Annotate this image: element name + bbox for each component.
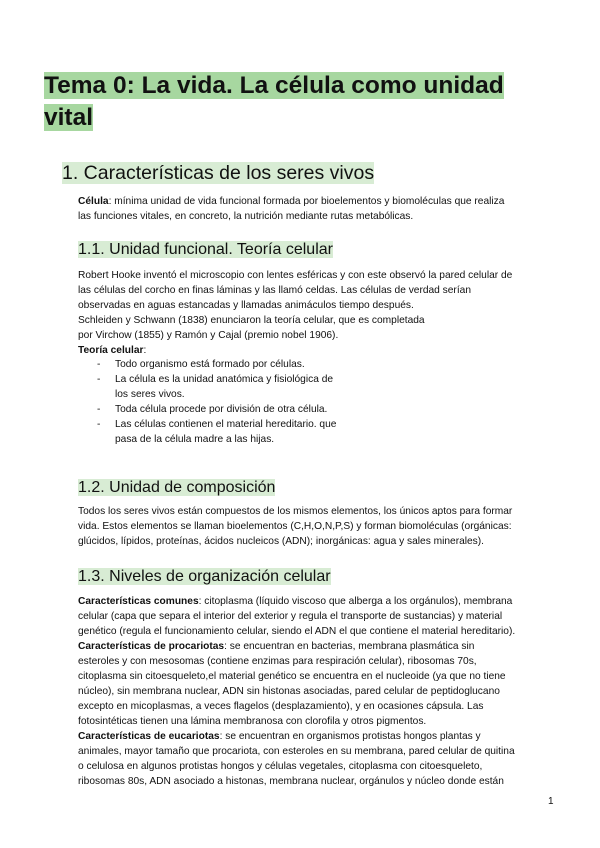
celula-definition: Célula: mínima unidad de vida funcional formada por bioelementos y biomoléculas que realiza las funciones vitales, en concreto, la nutrición mediante rutas metabólicas. bbox=[78, 196, 505, 222]
list-item: - Todo organismo está formado por células. bbox=[78, 357, 345, 372]
composicion-paragraph: Todos los seres vivos están compuestos de los mismos elementos, los únicos aptos para formar vida. Estos elementos se llaman bioelementos (C,H,O,N,P,S) y forman biomoléculas (orgánicas: glúcidos, lípidos, proteínas, ácidos nucleicos (ADN); inorgánicas: agua y sales minerales). bbox=[78, 506, 513, 547]
section-1-3-heading: 1.3. Niveles de organización celular bbox=[78, 568, 331, 585]
section-1-1-heading: 1.1. Unidad funcional. Teoría celular bbox=[78, 241, 333, 258]
comunes-label: Características comunes bbox=[78, 596, 199, 607]
list-item: - La célula es la unidad anatómica y fisiológica de los seres vivos. bbox=[78, 372, 345, 402]
list-item: - Las células contienen el material hereditario. que pasa de la célula madre a las hijas. bbox=[78, 417, 345, 447]
page-number: 1 bbox=[548, 796, 554, 807]
celula-term: Célula bbox=[78, 196, 109, 207]
niveles-paragraph: Características comunes: citoplasma (líquido viscoso que alberga a los orgánulos), membrana celular (capa que separa el interior del exterior y regula el transporte de sustancias) y material genético (regula el funcionamiento celular, siendo el ADN el que contiene el material hereditario). Características de procariotas: se encuentran en bacterias, membrana plasmática sin esteroles y con mesosomas (contiene enzimas para respiración celular), ribosomas 70s, citoplasma sin citoesqueleto,el material genético se encuentra en el nucleoide (ya que no tiene núcleo), sin membrana nuclear, ADN sin histonas asociadas, pared celular de peptidoglucano excepto en micoplasmas, a veces flagelos (desplazamiento), y en ocasiones cápsula. Las fotosintéticas tienen una lámina membranosa con clorofila y otros pigmentos. Características de eucariotas: se encuentran en organismos protistas hongos plantas y animales, mayor tamaño que procariota, con esteroles en su membrana, pared celular de quitina o celulosa en algunos protistas hongos y células vegetales, citoplasma con citoesqueleto, ribosomas 80s, ADN asociado a histonas, membrana nuclear, orgánulos y núcleo donde están bbox=[78, 596, 516, 787]
section-1-2-heading: 1.2. Unidad de composición bbox=[78, 479, 276, 496]
hooke-paragraph: Robert Hooke inventó el microscopio con lentes esféricas y con este observó la pared celular de las células del corcho en finas láminas y las llamó celdas. Las células de verdad serían observadas en aguas estancadas y llamadas animáculos tiempo después. Schleiden y Schwann (1838) enunciaron la teoría celular, que es completada por Virchow (1855) y Ramón y Cajal (premio nobel 1906). Teoría celular: bbox=[78, 270, 513, 356]
page-title: Tema 0: La vida. La célula como unidad vital bbox=[44, 72, 504, 131]
section-1-heading: 1. Características de los seres vivos bbox=[62, 162, 375, 184]
teoria-celular-label: Teoría celular bbox=[78, 345, 144, 356]
teoria-celular-list bbox=[78, 357, 345, 447]
eucariotas-label: Características de eucariotas bbox=[78, 731, 220, 742]
procariotas-label: Características de procariotas bbox=[78, 641, 225, 652]
list-item: - Toda célula procede por división de otra célula. bbox=[78, 402, 345, 417]
